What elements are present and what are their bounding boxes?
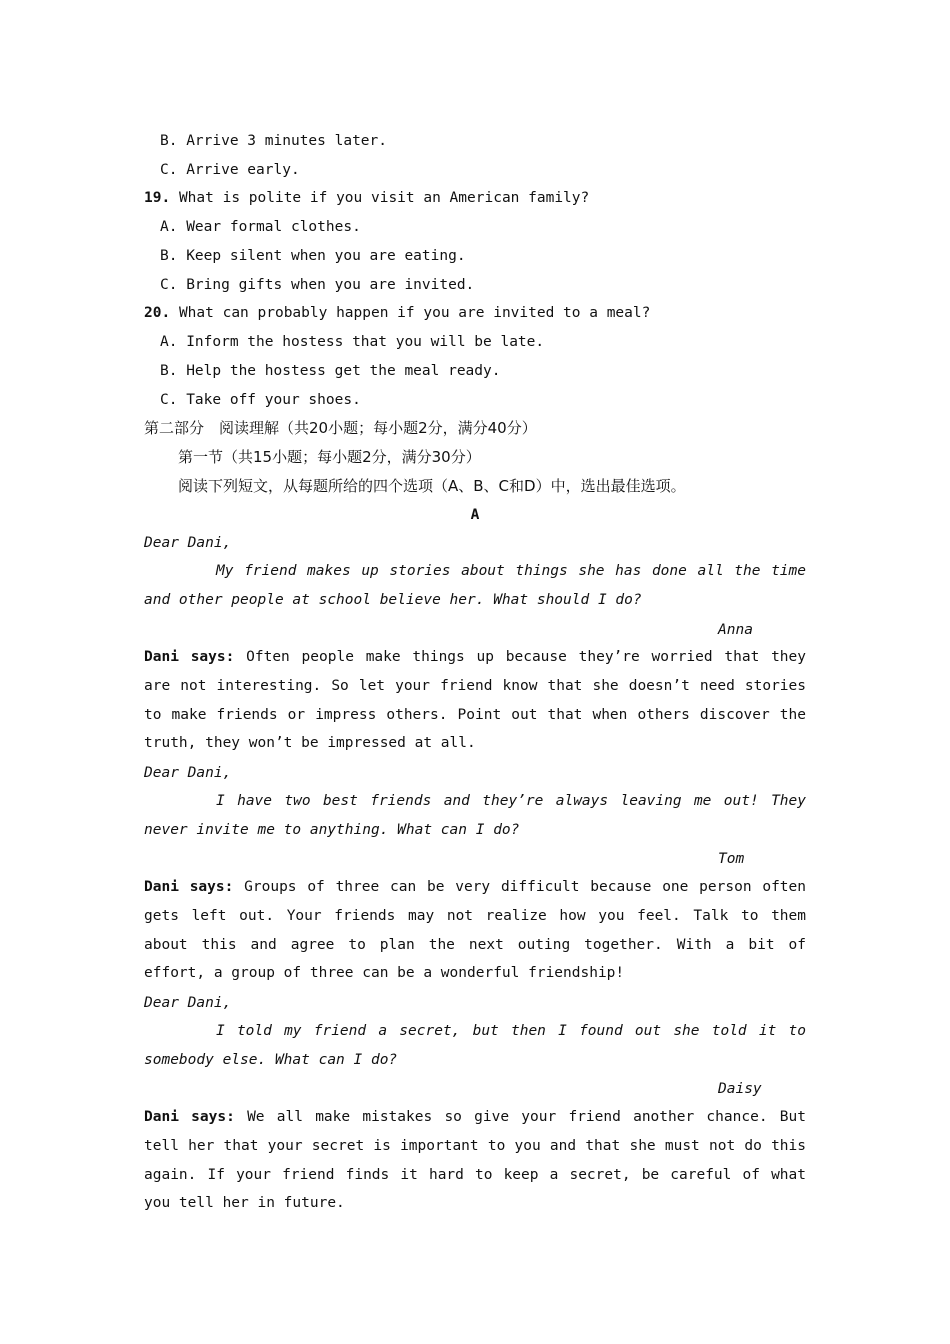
q19-option-c xyxy=(160,275,474,295)
letter-greeting: Dear Dani, xyxy=(144,535,232,551)
option-text: Bring gifts when you are invited. xyxy=(186,277,475,293)
option-text: Take off your shoes. xyxy=(186,392,361,408)
letter-body: I have two best friends and they’re always leaving me out! They never invite me to anything. What can I do? xyxy=(144,793,806,838)
reply-text: Groups of three can be very difficult because one person often gets left out. Your friends may not realize how you feel. Talk to them about this and agree to plan the next outing together. With a bit of effort, a group of three can be a wonderful friendship! xyxy=(144,879,806,982)
dani-reply xyxy=(144,873,806,988)
option-letter: B. xyxy=(160,363,178,379)
passage-label: A xyxy=(470,507,480,523)
letter-body: My friend makes up stories about things she has done all the time and other people at school believe her. What should I do? xyxy=(144,563,806,608)
option-text: Help the hostess get the meal ready. xyxy=(186,363,501,379)
reply-text: Often people make things up because they’re worried that they are not interesting. So let your friend know that she doesn’t need stories to make friends or impress others. Point out that when others discover the truth, they won’t be impressed at all. xyxy=(144,649,806,752)
letter-greeting: Dear Dani, xyxy=(144,995,232,1011)
dani-reply xyxy=(144,643,806,758)
q19-option-a xyxy=(160,217,361,237)
sub-title: 第一节（共15小题；每小题2分，满分30分） xyxy=(178,448,481,466)
option-letter: B. xyxy=(160,248,178,264)
question-text: What can probably happen if you are invited to a meal? xyxy=(178,305,651,321)
reply-label: Dani says: xyxy=(144,879,234,895)
option-letter: A. xyxy=(160,219,178,235)
instruction: 阅读下列短文，从每题所给的四个选项（A、B、C和D）中，选出最佳选项。 xyxy=(178,477,686,495)
question-20 xyxy=(144,303,650,323)
letter-body: I told my friend a secret, but then I found out she told it to somebody else. What can I do? xyxy=(144,1023,806,1068)
option-letter: C. xyxy=(160,162,178,178)
option-b xyxy=(160,131,387,151)
option-text: Keep silent when you are eating. xyxy=(186,248,466,264)
option-text: Arrive early. xyxy=(186,162,300,178)
letter-signature: Anna xyxy=(718,622,753,638)
q19-option-b xyxy=(160,246,466,266)
question-text: What is polite if you visit an American family? xyxy=(178,190,590,206)
option-c xyxy=(160,160,300,180)
q20-option-b xyxy=(160,361,500,381)
letter-signature: Tom xyxy=(718,851,745,867)
part-title: 第二部分 阅读理解（共20小题；每小题2分，满分40分） xyxy=(144,419,537,437)
q20-option-a xyxy=(160,332,544,352)
dani-reply xyxy=(144,1103,806,1218)
option-text: Wear formal clothes. xyxy=(186,219,361,235)
option-text: Arrive 3 minutes later. xyxy=(186,133,387,149)
option-letter: C. xyxy=(160,277,178,293)
q20-option-c xyxy=(160,390,361,410)
letter-greeting: Dear Dani, xyxy=(144,765,232,781)
option-letter: B. xyxy=(160,133,178,149)
option-text: Inform the hostess that you will be late. xyxy=(186,334,545,350)
option-letter: A. xyxy=(160,334,178,350)
reply-label: Dani says: xyxy=(144,649,235,665)
reply-label: Dani says: xyxy=(144,1109,235,1125)
question-number: 20. xyxy=(144,305,171,321)
question-19 xyxy=(144,188,589,208)
question-number: 19. xyxy=(144,190,171,206)
reply-text: We all make mistakes so give your friend another chance. But tell her that your secret is important to you and that she must not do this again. If your friend finds it hard to keep a secret, be careful of what you tell her in future. xyxy=(144,1109,806,1212)
option-letter: C. xyxy=(160,392,178,408)
letter-signature: Daisy xyxy=(718,1081,762,1097)
